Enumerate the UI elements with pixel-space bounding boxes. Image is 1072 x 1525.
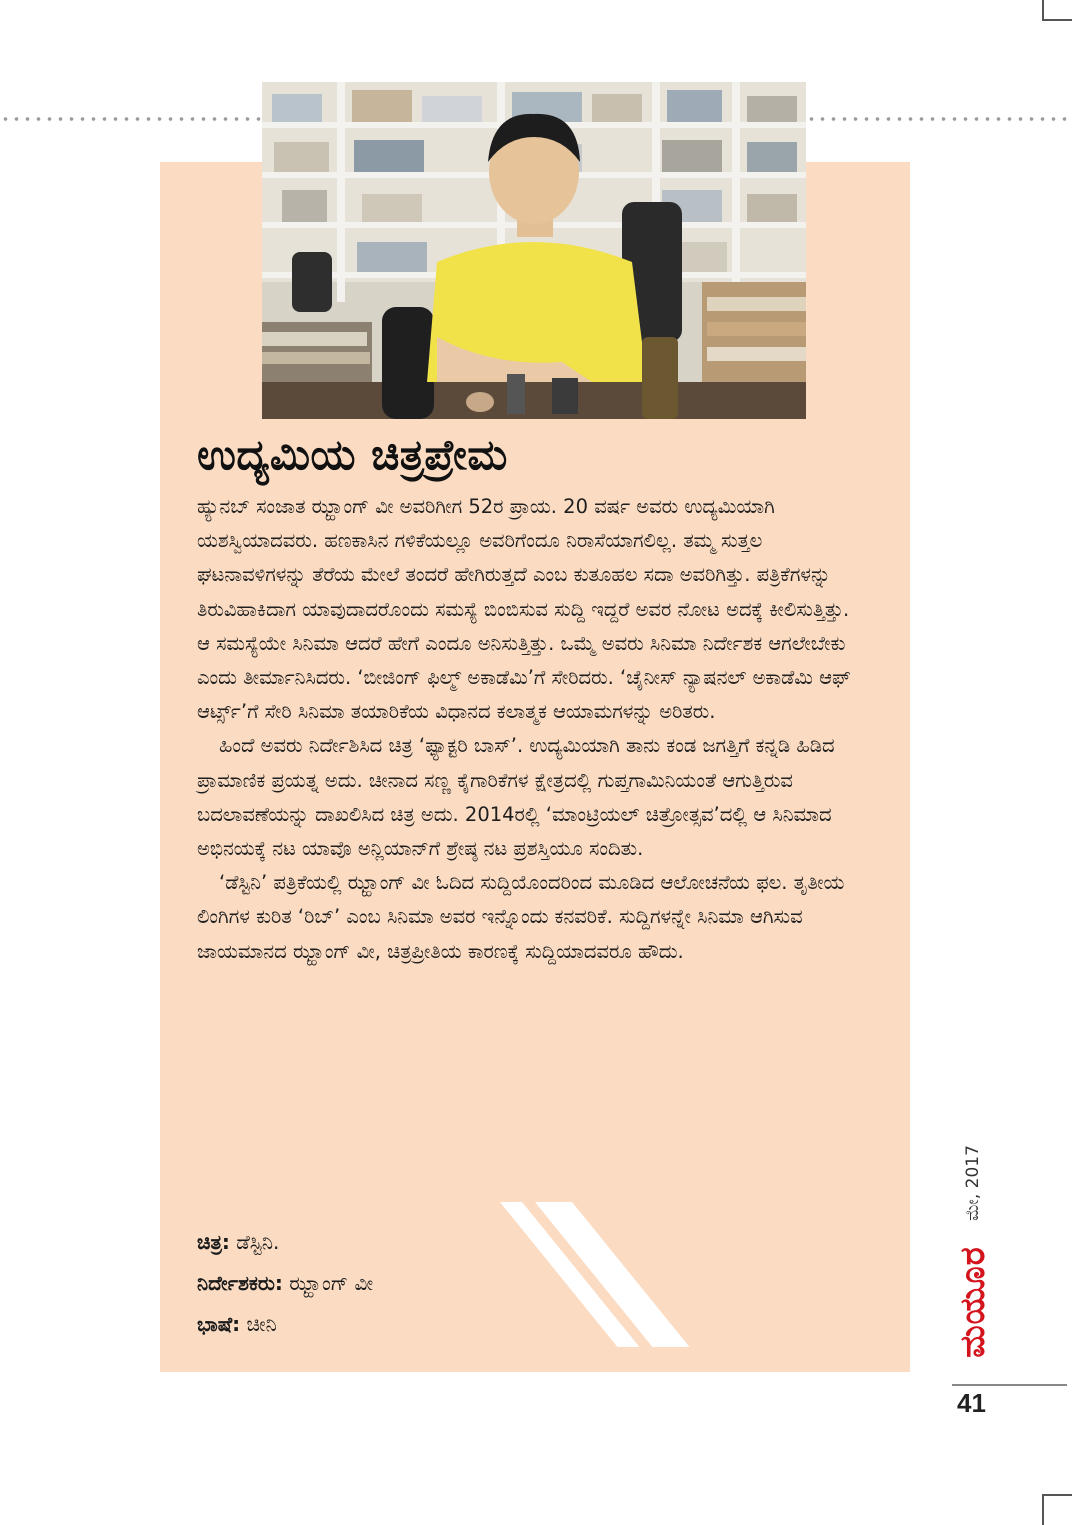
article-title: ಉದ್ಯಮಿಯ ಚಿತ್ರಪ್ರೇಮ bbox=[197, 430, 508, 479]
crop-mark-bottom-horizontal bbox=[1042, 1494, 1072, 1496]
crop-mark-top-vertical bbox=[1042, 0, 1044, 20]
credit-film bbox=[197, 1222, 373, 1263]
credit-label: ಭಾಷೆ: bbox=[197, 1312, 241, 1336]
photo-illustration bbox=[262, 82, 806, 419]
page-number-rule bbox=[952, 1384, 1067, 1386]
body-paragraph: ‘ಡೆಸ್ಟಿನಿ’ ಪತ್ರಿಕೆಯಲ್ಲಿ ಝ್ಹಾಂಗ್‌ ವೀ ಓದಿದ ಸುದ್ದಿಯೊಂದರಿಂದ ಮೂಡಿದ ಆಲೋಚನೆಯ ಫಲ. ತೃತೀಯ ಲಿಂಗಿಗಳ ಕುರಿತ ‘ರಿಬ್‌’ ಎಂಬ ಸಿನಿಮಾ ಅವರ ಇನ್ನೊಂದು ಕನವರಿಕೆ. ಸುದ್ದಿಗಳನ್ನೇ ಸಿನಿಮಾ ಆಗಿಸುವ ಜಾಯಮಾನದ ಝ್ಹಾಂಗ್‌ ವೀ, ಚಿತ್ರಪ್ರೀತಿಯ ಕಾರಣಕ್ಕೆ ಸುದ್ದಿಯಾದವರೂ ಹೌದು. bbox=[197, 871, 845, 963]
body-paragraph: ಹಿಂದೆ ಅವರು ನಿರ್ದೇಶಿಸಿದ ಚಿತ್ರ ‘ಫ್ಯಾಕ್ಟರಿ ಬಾಸ್‌’. ಉದ್ಯಮಿಯಾಗಿ ತಾನು ಕಂಡ ಜಗತ್ತಿಗೆ ಕನ್ನಡಿ ಹಿಡಿದ ಪ್ರಾಮಾಣಿಕ ಪ್ರಯತ್ನ ಅದು. ಚೀನಾದ ಸಣ್ಣ ಕೈಗಾರಿಕೆಗಳ ಕ್ಷೇತ್ರದಲ್ಲಿ ಗುಪ್ತಗಾಮಿನಿಯಂತೆ ಆಗುತ್ತಿರುವ ಬದಲಾವಣೆಯನ್ನು ದಾಖಲಿಸಿದ ಚಿತ್ರ ಅದು. 2014ರಲ್ಲಿ ‘ಮಾಂಟ್ರಿಯಲ್‌ ಚಿತ್ರೋತ್ಸವ’ದಲ್ಲಿ ಆ ಸಿನಿಮಾದ ಅಭಿನಯಕ್ಕೆ ನಟ ಯಾವೊ ಅನ್ಲಿಯಾನ್‌ಗೆ ಶ್ರೇಷ್ಠ ನಟ ಪ್ರಶಸ್ತಿಯೂ ಸಂದಿತು. bbox=[197, 734, 835, 861]
issue-date: ಮೇ, 2017 bbox=[963, 1145, 983, 1221]
body-paragraph: ಹ್ಯುನಬ್‌ ಸಂಜಾತ ಝ್ಹಾಂಗ್‌ ವೀ ಅವರಿಗೀಗ 52ರ ಪ್ರಾಯ. 20 ವರ್ಷ ಅವರು ಉದ್ಯಮಿಯಾಗಿ ಯಶಸ್ವಿಯಾದವರು. ಹಣಕಾಸಿನ ಗಳಿಕೆಯಲ್ಲೂ ಅವರಿಗೆಂದೂ ನಿರಾಸೆಯಾಗಲಿಲ್ಲ. ತಮ್ಮ ಸುತ್ತಲ ಘಟನಾವಳಿಗಳನ್ನು ತೆರೆಯ ಮೇಲೆ ತಂದರೆ ಹೇಗಿರುತ್ತದೆ ಎಂಬ ಕುತೂಹಲ ಸದಾ ಅವರಿಗಿತ್ತು. ಪತ್ರಿಕೆಗಳನ್ನು ತಿರುವಿಹಾಕಿದಾಗ ಯಾವುದಾದರೊಂದು ಸಮಸ್ಯೆ ಬಿಂಬಿಸುವ ಸುದ್ದಿ ಇದ್ದರೆ ಅವರ ನೋಟ ಅದಕ್ಕೆ ಕೀಲಿಸುತ್ತಿತ್ತು. ಆ ಸಮಸ್ಯೆಯೇ ಸಿನಿಮಾ ಆದರೆ ಹೇಗೆ ಎಂದೂ ಅನಿಸುತ್ತಿತ್ತು. ಒಮ್ಮೆ ಅವರು ಸಿನಿಮಾ ನಿರ್ದೇಶಕ ಆಗಲೇಬೇಕು ಎಂದು ತೀರ್ಮಾನಿಸಿದರು. ‘ಬೀಜಿಂಗ್‌ ಫಿಲ್ಮ್‌ ಅಕಾಡೆಮಿ’ಗೆ ಸೇರಿದರು. ‘ಚೈನೀಸ್‌ ನ್ಯಾಷನಲ್‌ ಅಕಾಡೆಮಿ ಆಫ್‌ ಆರ್ಟ್ಸ್‌’ಗೆ ಸೇರಿ ಸಿನಿಮಾ ತಯಾರಿಕೆಯ ವಿಧಾನದ ಕಲಾತ್ಮಕ ಆಯಾಮಗಳನ್ನು ಅರಿತರು. bbox=[197, 495, 851, 724]
dotted-rule-right bbox=[806, 116, 1072, 122]
credit-director bbox=[197, 1263, 373, 1304]
film-credits bbox=[197, 1222, 373, 1345]
crop-mark-bottom-vertical bbox=[1042, 1494, 1044, 1525]
credit-label: ಚಿತ್ರ: bbox=[197, 1230, 230, 1254]
article-body bbox=[197, 490, 867, 969]
credit-value: ಝ್ಹಾಂಗ್‌ ವೀ bbox=[282, 1271, 374, 1295]
credit-value: ಡೆಸ್ಟಿನಿ. bbox=[229, 1230, 280, 1254]
crop-mark-top-horizontal bbox=[1042, 19, 1072, 21]
credit-language bbox=[197, 1304, 373, 1345]
article-photo bbox=[262, 82, 806, 419]
page-number: 41 bbox=[957, 1388, 986, 1418]
credit-label: ನಿರ್ದೇಶಕರು: bbox=[197, 1271, 283, 1295]
magazine-brand: ಮಯೂರ bbox=[953, 1246, 993, 1358]
credit-value: ಚೀನಿ bbox=[240, 1312, 277, 1336]
dotted-rule-left bbox=[0, 116, 262, 122]
